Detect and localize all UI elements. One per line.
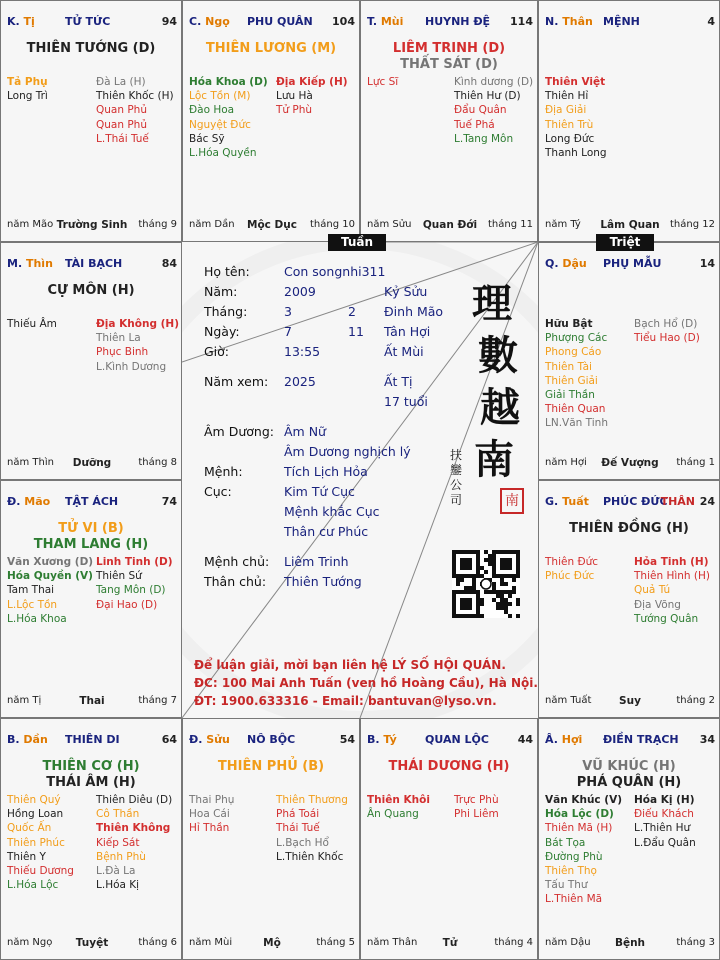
palace-footer <box>7 219 177 233</box>
star: L.Bạch Hổ <box>276 836 329 849</box>
star: L.Hóa Khoa <box>7 612 67 625</box>
star: Thiên Hư (D) <box>454 90 521 103</box>
star: Địa Kiếp (H) <box>276 76 348 88</box>
star: Quan Phủ <box>96 118 147 131</box>
stars-right <box>96 793 172 892</box>
palace-stage: Thai <box>79 695 105 707</box>
palace-header <box>189 15 355 31</box>
star: Thiên Hình (H) <box>634 570 710 583</box>
palace-number: 14 <box>699 257 715 270</box>
star: Thiếu Dương <box>7 864 74 877</box>
stars-right <box>634 793 696 850</box>
contact-line-1: Để luận giải, mời bạn liên hệ LÝ SỐ HỘI QUÁN. <box>194 658 506 672</box>
palace-year: năm Tị <box>7 695 42 706</box>
stars-left <box>545 317 608 431</box>
label-hour: Giờ: <box>204 344 230 359</box>
label-day: Ngày: <box>204 324 240 339</box>
star: Đẩu Quân <box>454 104 507 117</box>
value-amduong: Âm Nữ <box>284 424 326 439</box>
calligraphy-side-text <box>450 448 464 508</box>
palace-month: tháng 4 <box>494 937 533 948</box>
palace-header <box>545 733 715 749</box>
value-month-canchi: Đinh Mão <box>384 304 444 319</box>
stars-right <box>276 793 348 864</box>
value-view-canchi: Ất Tị <box>384 374 413 389</box>
palace-number: 74 <box>161 495 177 508</box>
palace-header <box>367 733 533 749</box>
star: Linh Tinh (D) <box>96 556 173 568</box>
star: Long Trì <box>7 90 48 103</box>
palace-name: HUYNH ĐỆ <box>425 15 491 28</box>
palace-stage: Lâm Quan <box>600 219 660 231</box>
palace-position: Â. Hợi <box>545 733 583 746</box>
value-day: 7 <box>284 324 292 339</box>
star: L.Kình Dương <box>96 360 167 373</box>
star: Thái Tuế <box>276 822 320 835</box>
palace-name: TỬ TỨC <box>65 15 111 28</box>
star: Tướng Quân <box>634 612 699 625</box>
major-star: THIÊN TƯỚNG (D) <box>26 41 156 56</box>
stars-left <box>545 793 622 907</box>
palace-tuat[interactable] <box>538 480 720 718</box>
star: Thiên Tài <box>545 360 592 373</box>
star: Phi Liêm <box>454 808 499 821</box>
red-seal-icon <box>500 488 524 514</box>
triet-marker: Triệt <box>596 234 654 251</box>
palace-position: B. Tý <box>367 733 397 746</box>
major-star: PHÁ QUÂN (H) <box>576 775 682 790</box>
star: Lưu Hà <box>276 90 313 103</box>
palace-name: PHÚC ĐỨC <box>603 495 668 508</box>
palace-year: năm Tuất <box>545 695 592 706</box>
stars-right <box>96 317 179 374</box>
palace-name: PHỤ MẪU <box>603 257 662 270</box>
star: Lực Sĩ <box>367 76 399 88</box>
palace-stage: Mộc Dục <box>247 219 297 231</box>
palace-dan[interactable] <box>0 718 182 960</box>
star: Địa Giải <box>545 104 587 117</box>
palace-number: 104 <box>332 15 355 28</box>
star: Địa Võng <box>634 598 681 611</box>
star: Thiên Quý <box>7 794 61 806</box>
value-month-lunar: 2 <box>348 304 356 319</box>
star: Đà La (H) <box>96 76 146 88</box>
palace-footer <box>545 219 715 233</box>
palace-footer <box>545 695 715 709</box>
calligraphy-char: 南 <box>474 436 514 483</box>
star: Kình dương (D) <box>454 76 534 88</box>
stars-right <box>634 555 710 626</box>
stars-right <box>634 317 700 345</box>
star: Nguyệt Đức <box>189 118 251 131</box>
palace-year: năm Hợi <box>545 457 587 468</box>
star: Tả Phụ <box>7 76 48 88</box>
star: Thiên Thọ <box>545 864 597 877</box>
star: Hồng Loan <box>7 808 64 821</box>
value-year: 2009 <box>284 284 316 299</box>
star: Phá Toái <box>276 808 320 821</box>
star: Thiên Diêu (D) <box>96 794 173 806</box>
palace-ty[interactable] <box>360 718 538 960</box>
palace-name: TẬT ÁCH <box>65 495 119 508</box>
star: Hoa Cái <box>189 808 230 821</box>
stars-left <box>367 793 430 821</box>
palace-number: 4 <box>707 15 715 28</box>
palace-hoi[interactable] <box>538 718 720 960</box>
palace-position: M. Thìn <box>7 257 53 270</box>
palace-mao[interactable] <box>0 480 182 718</box>
palace-year: năm Mùi <box>189 937 233 948</box>
stars-right <box>96 555 173 612</box>
value-name: Con songnhi311 <box>284 264 386 279</box>
star: Thiên Giải <box>545 374 598 387</box>
star: Thiên Quan <box>545 403 606 416</box>
star: Hóa Khoa (D) <box>189 76 268 88</box>
stars-right <box>276 75 348 118</box>
palace-stage: Tử <box>442 937 458 949</box>
value-view-year: 2025 <box>284 374 316 389</box>
star: Thiếu Âm <box>7 318 57 330</box>
contact-line-3: ĐT: 1900.633316 - Email: bantuvan@lyso.vn. <box>194 694 497 708</box>
star: Giải Thần <box>545 388 595 401</box>
star: Bạch Hổ (D) <box>634 318 698 330</box>
major-star: THIÊN PHỦ (B) <box>217 759 325 774</box>
palace-year: năm Tý <box>545 219 581 230</box>
star: Cô Thần <box>96 808 140 821</box>
than-marker: THÂN <box>660 495 695 508</box>
major-star: TỬ VI (B) <box>58 521 124 536</box>
palace-stage: Trường Sinh <box>56 219 128 231</box>
star: Tấu Thư <box>545 879 588 892</box>
tuan-marker: Tuần <box>328 234 386 251</box>
palace-name: NÔ BỘC <box>247 733 296 746</box>
palace-stage: Đế Vượng <box>601 457 659 469</box>
stars-left <box>545 75 607 160</box>
star: Thiên Y <box>7 850 46 863</box>
label-view-year: Năm xem: <box>204 374 269 389</box>
value-hour-canchi: Ất Mùi <box>384 344 424 359</box>
palace-number: 114 <box>510 15 533 28</box>
star: Phong Cáo <box>545 346 602 359</box>
star: L.Hóa Quyền <box>189 146 257 159</box>
label-than-chu: Thân chủ: <box>204 574 267 589</box>
star: Long Đức <box>545 132 595 145</box>
side-char: 鑾 <box>450 463 463 477</box>
star: L.Thiên Mã <box>545 893 603 906</box>
palace-year: năm Thân <box>367 937 418 948</box>
major-star: THIÊN CƠ (H) <box>42 759 140 774</box>
palace-number: 84 <box>161 257 177 270</box>
star: Lộc Tồn (M) <box>189 90 251 103</box>
palace-month: tháng 1 <box>676 457 715 468</box>
star: Phục Binh <box>96 346 149 359</box>
side-char: 扶 <box>450 448 463 462</box>
star: Thiên Thương <box>276 794 348 806</box>
stars-left <box>7 317 57 331</box>
palace-header <box>189 733 355 749</box>
palace-month: tháng 3 <box>676 937 715 948</box>
palace-mui[interactable] <box>360 0 538 242</box>
palace-ngo[interactable] <box>182 0 360 242</box>
star: L.Đà La <box>96 864 136 877</box>
major-star: THIÊN ĐỒNG (H) <box>569 521 689 536</box>
star: Thiên Sứ <box>96 570 142 583</box>
stars-left <box>189 793 234 836</box>
palace-month: tháng 12 <box>670 219 715 230</box>
palace-suu[interactable] <box>182 718 360 960</box>
palace-header <box>545 495 715 511</box>
palace-footer <box>367 219 533 233</box>
star: Thiên Khốc (H) <box>96 90 174 103</box>
value-hour: 13:55 <box>284 344 321 359</box>
palace-ti[interactable] <box>0 0 182 242</box>
star: Thiên Khôi <box>367 794 430 806</box>
star: L.Thiên Hư <box>634 822 691 835</box>
star: Hóa Kị (H) <box>634 794 695 806</box>
star: Địa Không (H) <box>96 318 179 330</box>
palace-stage: Tuyệt <box>75 937 109 949</box>
label-month: Tháng: <box>204 304 248 319</box>
value-menh-chu: Liêm Trinh <box>284 554 349 569</box>
palace-header <box>7 257 177 273</box>
value-cuc-relation: Mệnh khắc Cục <box>284 504 380 519</box>
stars-left <box>545 555 598 583</box>
calligraphy-char: 越 <box>480 384 520 431</box>
star: Thiên Trù <box>545 118 594 131</box>
value-cuc: Kim Tứ Cục <box>284 484 355 499</box>
value-amduong-relation: Âm Dương nghịch lý <box>284 444 411 459</box>
palace-month: tháng 9 <box>138 219 177 230</box>
star: Đại Hao (D) <box>96 598 158 611</box>
star: L.Lộc Tồn <box>7 598 58 611</box>
label-menh-chu: Mệnh chủ: <box>204 554 270 569</box>
star: LN.Văn Tinh <box>545 417 608 430</box>
seal-char: 南 <box>505 493 519 509</box>
star: Điếu Khách <box>634 808 694 821</box>
palace-header <box>7 733 177 749</box>
star: Kiếp Sát <box>96 836 140 849</box>
palace-year: năm Dần <box>189 219 235 230</box>
palace-position: Q. Dậu <box>545 257 587 270</box>
star: Văn Xương (D) <box>7 556 94 568</box>
palace-month: tháng 6 <box>138 937 177 948</box>
palace-year: năm Dậu <box>545 937 591 948</box>
palace-name: THIÊN DI <box>65 733 120 746</box>
palace-footer <box>7 695 177 709</box>
stars-left <box>7 793 74 892</box>
star: Tiểu Hao (D) <box>634 332 700 345</box>
value-year-canchi: Kỷ Sửu <box>384 284 428 299</box>
palace-footer <box>189 219 355 233</box>
star: Thiên Phúc <box>7 836 65 849</box>
palace-position: T. Mùi <box>367 15 404 28</box>
star: L.Tang Môn <box>454 132 514 145</box>
major-star: THÁI DƯƠNG (H) <box>388 759 510 774</box>
stars-left <box>7 555 93 626</box>
palace-year: năm Mão <box>7 219 54 230</box>
palace-stage: Quan Đới <box>422 219 478 231</box>
palace-name: PHU QUÂN <box>247 15 313 28</box>
star: Bệnh Phù <box>96 850 146 863</box>
value-age: 17 tuổi <box>384 394 428 409</box>
star: Quan Phủ <box>96 104 147 117</box>
palace-number: 94 <box>161 15 177 28</box>
major-star: THẤT SÁT (D) <box>400 57 498 72</box>
stars-left <box>189 75 268 160</box>
palace-footer <box>367 937 533 951</box>
star: Hóa Lộc (D) <box>545 808 614 821</box>
value-day-canchi: Tân Hợi <box>384 324 431 339</box>
stars-right <box>454 793 499 821</box>
label-menh: Mệnh: <box>204 464 243 479</box>
star: L.Hóa Kị <box>96 879 140 892</box>
star: Thai Phụ <box>189 794 235 806</box>
star: Bác Sỹ <box>189 132 225 145</box>
star: Thiên Mã (H) <box>545 822 613 835</box>
star: Tử Phù <box>276 104 313 117</box>
star: Tang Môn (D) <box>96 584 166 597</box>
palace-footer <box>189 937 355 951</box>
palace-number: 24 <box>699 495 715 508</box>
star: L.Thiên Khốc <box>276 850 344 863</box>
star: L.Hóa Lộc <box>7 879 59 892</box>
palace-position: Đ. Mão <box>7 495 51 508</box>
palace-name: ĐIỀN TRẠCH <box>603 733 679 746</box>
palace-stage: Bệnh <box>614 937 646 949</box>
star: Đào Hoa <box>189 104 235 117</box>
palace-position: Đ. Sửu <box>189 733 230 746</box>
star: Ân Quang <box>367 808 419 821</box>
palace-than[interactable] <box>538 0 720 242</box>
stars-right <box>96 75 174 146</box>
value-month: 3 <box>284 304 292 319</box>
value-than-chu: Thiên Tướng <box>284 574 362 589</box>
palace-position: B. Dần <box>7 733 48 746</box>
star: Thiên Hỉ <box>545 90 589 103</box>
center-info-panel <box>182 242 538 718</box>
star: Trực Phù <box>454 794 499 806</box>
star: Tam Thai <box>7 584 55 597</box>
major-star: VŨ KHÚC (H) <box>582 759 676 774</box>
palace-month: tháng 8 <box>138 457 177 468</box>
star: Hỉ Thần <box>189 822 230 835</box>
palace-footer <box>545 937 715 951</box>
label-year: Năm: <box>204 284 238 299</box>
major-star: THÁI ÂM (H) <box>46 775 136 790</box>
palace-month: tháng 7 <box>138 695 177 706</box>
stars-right <box>454 75 533 146</box>
palace-dau[interactable] <box>538 242 720 480</box>
major-star: LIÊM TRINH (D) <box>392 41 506 56</box>
star: L.Đẩu Quân <box>634 836 696 849</box>
palace-name: QUAN LỘC <box>425 733 489 746</box>
star: Quốc Ấn <box>7 822 52 835</box>
star: Văn Khúc (V) <box>545 794 623 806</box>
palace-stage: Suy <box>619 695 641 707</box>
star: Thiên Đức <box>545 556 599 568</box>
palace-header <box>7 15 177 31</box>
palace-year: năm Sửu <box>367 219 412 230</box>
palace-stage: Dưỡng <box>72 457 112 469</box>
star: Thiên Không <box>96 822 171 835</box>
major-star: CỰ MÔN (H) <box>47 283 135 298</box>
palace-footer <box>7 937 177 951</box>
palace-footer <box>7 457 177 471</box>
palace-number: 64 <box>161 733 177 746</box>
palace-year: năm Thìn <box>7 457 54 468</box>
star: Thiên Việt <box>545 76 606 88</box>
palace-header <box>367 15 533 31</box>
palace-position: C. Ngọ <box>189 15 230 28</box>
palace-header <box>545 257 715 273</box>
label-name: Họ tên: <box>204 264 250 279</box>
calligraphy-char: 數 <box>478 332 518 379</box>
star: Đường Phù <box>545 850 603 863</box>
star: Hỏa Tinh (H) <box>634 556 709 568</box>
calligraphy-char: 理 <box>472 280 512 327</box>
stars-left <box>7 75 48 103</box>
star: Hữu Bật <box>545 318 593 330</box>
star: Hóa Quyền (V) <box>7 570 93 583</box>
palace-name: MỆNH <box>603 15 640 28</box>
palace-month: tháng 11 <box>488 219 533 230</box>
star: Quả Tú <box>634 584 671 597</box>
star: Phượng Các <box>545 332 608 345</box>
palace-footer <box>545 457 715 471</box>
palace-number: 34 <box>699 733 715 746</box>
value-menh: Tích Lịch Hỏa <box>284 464 368 479</box>
palace-header <box>7 495 177 511</box>
label-amduong: Âm Dương: <box>204 424 274 439</box>
palace-position: G. Tuất <box>545 495 589 508</box>
palace-month: tháng 5 <box>316 937 355 948</box>
star: Phúc Đức <box>545 570 595 583</box>
palace-header <box>545 15 715 31</box>
star: Tuế Phá <box>454 118 495 131</box>
palace-month: tháng 10 <box>310 219 355 230</box>
palace-number: 54 <box>339 733 355 746</box>
star: Thiên La <box>96 332 141 345</box>
palace-month: tháng 2 <box>676 695 715 706</box>
palace-position: N. Thân <box>545 15 593 28</box>
palace-number: 44 <box>517 733 533 746</box>
side-char: 司 <box>450 493 463 507</box>
star: L.Thái Tuế <box>96 132 149 145</box>
value-day-lunar: 11 <box>348 324 364 339</box>
side-char: 公 <box>450 478 463 492</box>
major-star: THAM LANG (H) <box>33 537 149 552</box>
palace-position: K. Tị <box>7 15 35 28</box>
star: Thanh Long <box>545 146 607 159</box>
qr-code-icon[interactable] <box>452 550 520 618</box>
palace-name: TÀI BẠCH <box>65 257 123 270</box>
major-star: THIÊN LƯƠNG (M) <box>205 41 337 56</box>
value-than-position: Thân cư Phúc <box>284 524 369 539</box>
palace-stage: Mộ <box>263 937 281 949</box>
contact-line-2: ĐC: 100 Mai Anh Tuấn (ven hồ Hoàng Cầu), Hà Nội. <box>194 676 538 690</box>
palace-year: năm Ngọ <box>7 937 53 948</box>
star: Bát Tọa <box>545 836 586 849</box>
stars-left <box>367 75 398 89</box>
palace-thin[interactable] <box>0 242 182 480</box>
label-cuc: Cục: <box>204 484 232 499</box>
